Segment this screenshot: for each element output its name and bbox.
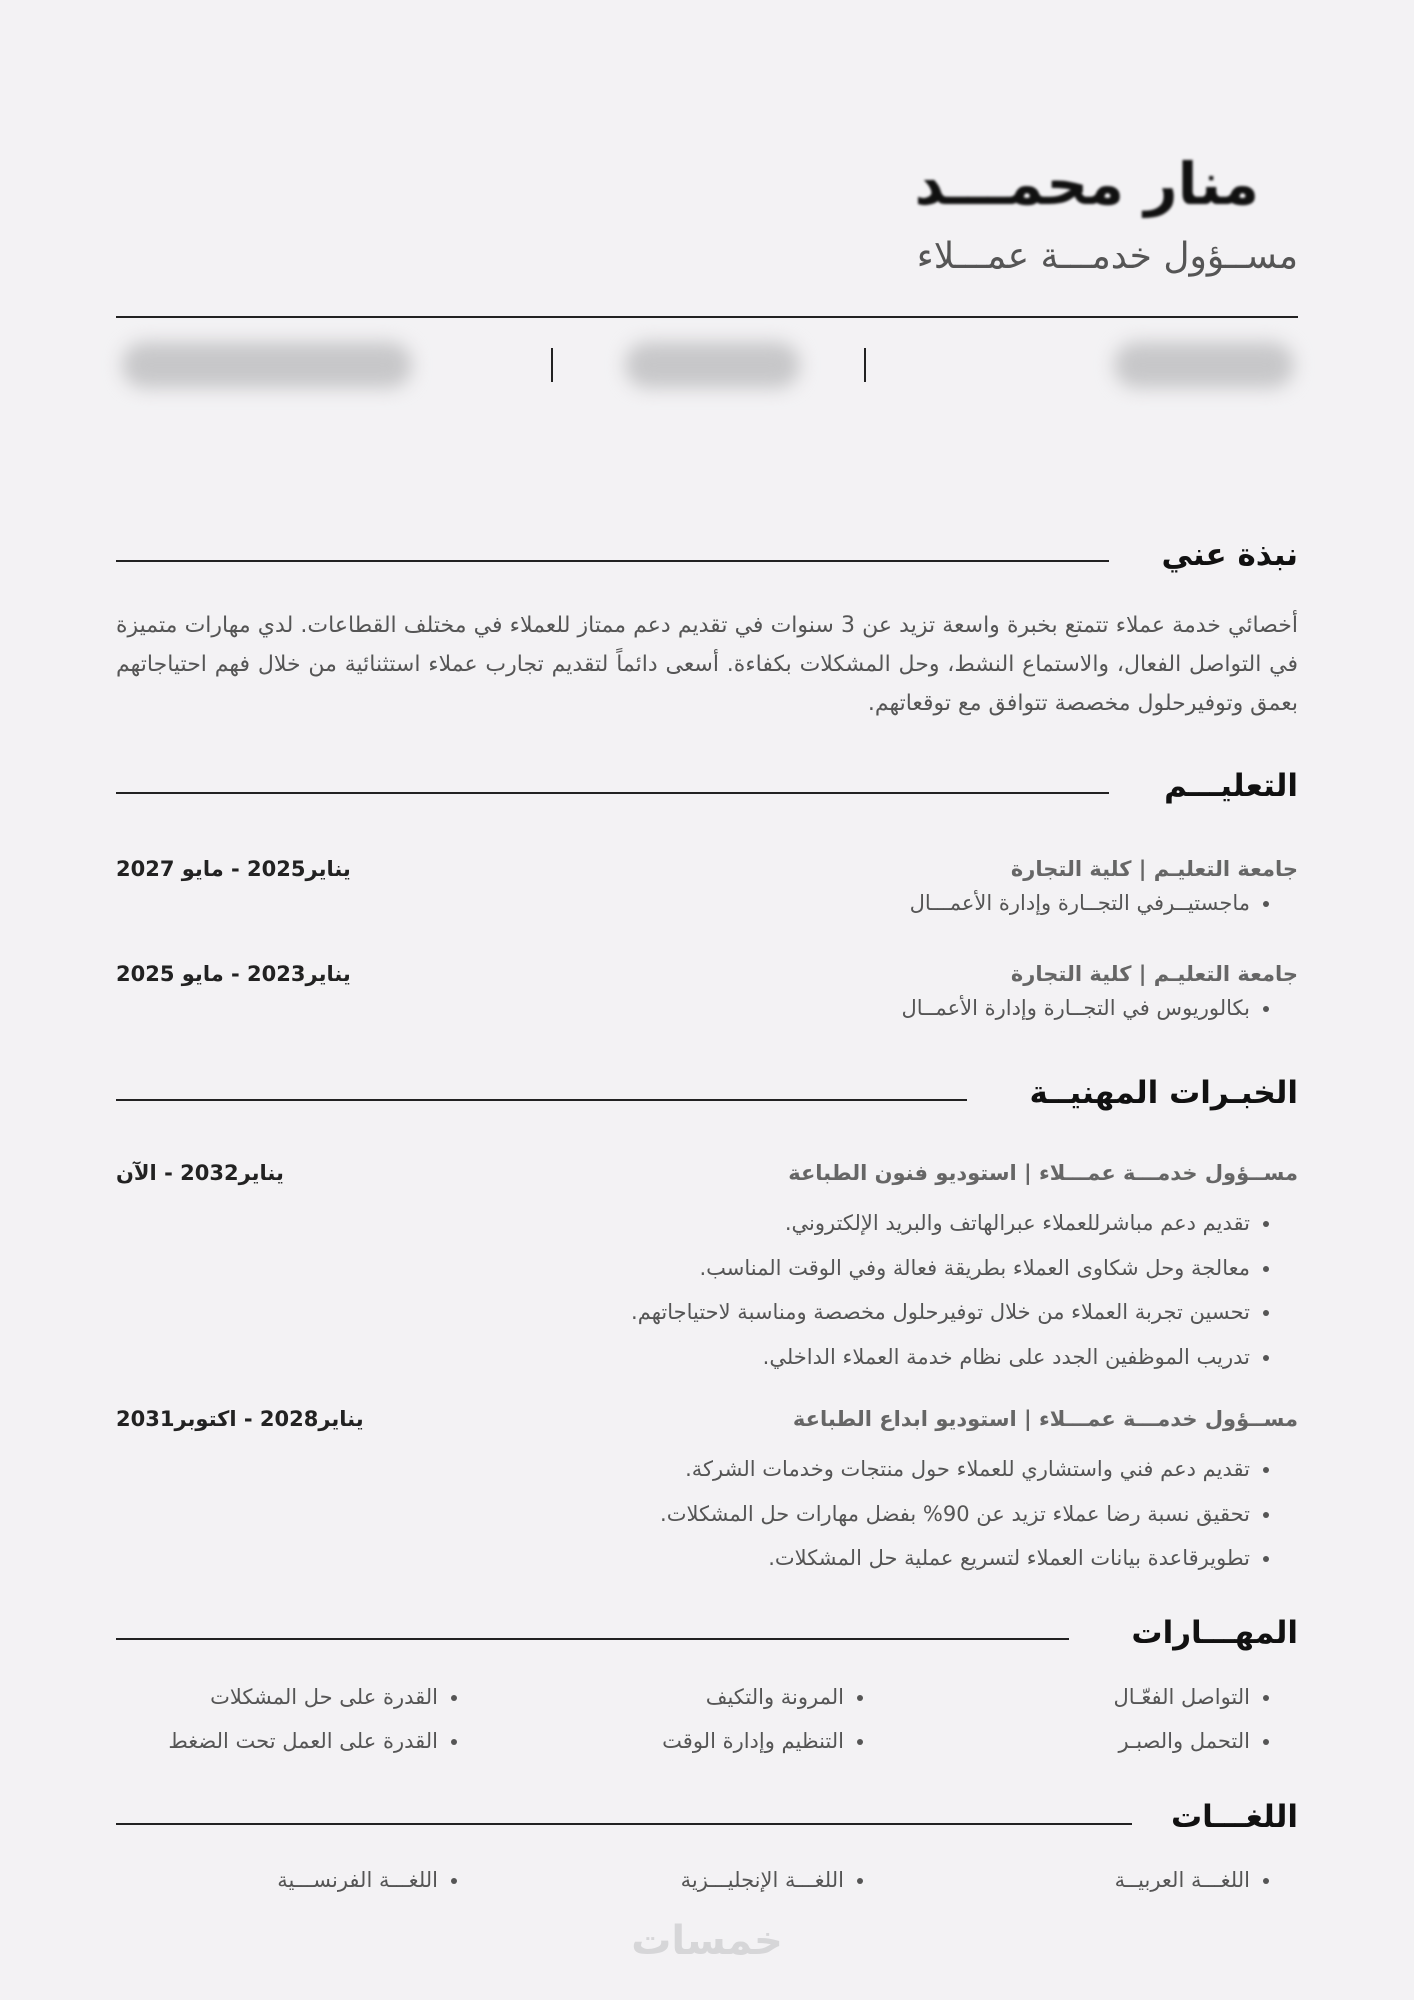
job-title: مســؤول خدمـــة عمـــلاء bbox=[916, 236, 1298, 277]
list-item: • اللغـــة العربيــة bbox=[1115, 1858, 1250, 1902]
contact-blurred-2 bbox=[625, 342, 800, 388]
experience-date: يناير2028 - اكتوبر2031 bbox=[116, 1407, 364, 1431]
list-item: • اللغـــة الفرنســـية bbox=[277, 1858, 438, 1902]
contact-blurred-3 bbox=[122, 342, 412, 388]
experience-role: مســؤول خدمـــة عمـــلاء | استوديو ابداع الطباعة bbox=[792, 1407, 1298, 1431]
list-item: • القدرة على العمل تحت الضغط bbox=[168, 1719, 438, 1763]
list-item: • ماجستيــرفي التجــارة وإدارة الأعمـــال bbox=[910, 891, 1250, 915]
contact-separator bbox=[864, 348, 866, 382]
languages-divider bbox=[116, 1823, 1132, 1825]
about-divider bbox=[116, 560, 1109, 562]
education-institution: جامعة التعليـم | كلية التجارة bbox=[1010, 962, 1298, 986]
languages-column bbox=[277, 1858, 486, 1902]
list-item: • بكالوريوس في التجــارة وإدارة الأعمــال bbox=[901, 996, 1250, 1020]
experience-title: الخبـرات المهنيــة bbox=[1029, 1075, 1298, 1111]
about-text: أخصائي خدمة عملاء تتمتع بخبرة واسعة تزيد عن 3 سنوات في تقديم دعم ممتاز للعملاء في مختلف القطاعات. لدي مهارات متميزة في التواصل الفعال، والاستماع النشط، وحل المشكلات بكفاءة. أسعى دائماً لتقديم تجارب عملاء استثنائية من خلال فهم احتياجاتهم بعمق وتوفيرحلول مخصصة تتوافق مع توقعاتهم. bbox=[116, 613, 1298, 716]
list-item: • تحسين تجربة العملاء من خلال توفيرحلول مخصصة ومناسبة لاحتياجاتهم. bbox=[631, 1290, 1250, 1335]
skills-column bbox=[1114, 1675, 1298, 1763]
experience-date: يناير2032 - الآن bbox=[116, 1161, 284, 1185]
list-item: • اللغـــة الإنجليـــزية bbox=[681, 1858, 844, 1902]
education-bullets bbox=[901, 996, 1298, 1020]
education-date: يناير2025 - مايو 2027 bbox=[116, 857, 351, 881]
list-item: • التحمل والصبـر bbox=[1114, 1719, 1250, 1763]
contact-blurred-1 bbox=[1114, 342, 1294, 388]
contact-separator bbox=[551, 348, 553, 382]
languages-column bbox=[1115, 1858, 1298, 1902]
education-date: يناير2023 - مايو 2025 bbox=[116, 962, 351, 986]
list-item: • تقديم دعم مباشرللعملاء عبرالهاتف والبريد الإلكتروني. bbox=[631, 1201, 1250, 1246]
list-item: • معالجة وحل شكاوى العملاء بطريقة فعالة وفي الوقت المناسب. bbox=[631, 1246, 1250, 1291]
about-title: نبذة عني bbox=[1161, 537, 1298, 573]
skills-column bbox=[168, 1675, 486, 1763]
list-item: • القدرة على حل المشكلات bbox=[168, 1675, 438, 1719]
list-item: • تقديم دعم فني واستشاري للعملاء حول منتجات وخدمات الشركة. bbox=[660, 1447, 1250, 1492]
skills-column bbox=[662, 1675, 892, 1763]
languages-title: اللغـــات bbox=[1171, 1799, 1298, 1835]
education-institution: جامعة التعليـم | كلية التجارة bbox=[1010, 857, 1298, 881]
watermark-logo: خمسات bbox=[631, 1918, 783, 1964]
education-title: التعليـــم bbox=[1164, 768, 1298, 804]
candidate-name: منار محمـــد bbox=[914, 150, 1259, 218]
list-item: • تدريب الموظفين الجدد على نظام خدمة العملاء الداخلي. bbox=[631, 1335, 1250, 1380]
skills-title: المهـــارات bbox=[1131, 1615, 1298, 1651]
languages-column bbox=[681, 1858, 892, 1902]
header-divider bbox=[116, 316, 1298, 318]
skills-divider bbox=[116, 1638, 1069, 1640]
list-item: • التواصل الفعّـال bbox=[1114, 1675, 1250, 1719]
experience-bullets bbox=[660, 1447, 1298, 1581]
education-divider bbox=[116, 792, 1109, 794]
list-item: • التنظيم وإدارة الوقت bbox=[662, 1719, 844, 1763]
experience-divider bbox=[116, 1099, 967, 1101]
experience-role: مســؤول خدمـــة عمـــلاء | استوديو فنون الطباعة bbox=[788, 1161, 1298, 1185]
experience-bullets bbox=[631, 1201, 1298, 1379]
list-item: • المرونة والتكيف bbox=[662, 1675, 844, 1719]
list-item: • تحقيق نسبة رضا عملاء تزيد عن 90% بفضل مهارات حل المشكلات. bbox=[660, 1492, 1250, 1537]
education-bullets bbox=[910, 891, 1298, 915]
list-item: • تطويرقاعدة بيانات العملاء لتسريع عملية حل المشكلات. bbox=[660, 1536, 1250, 1581]
